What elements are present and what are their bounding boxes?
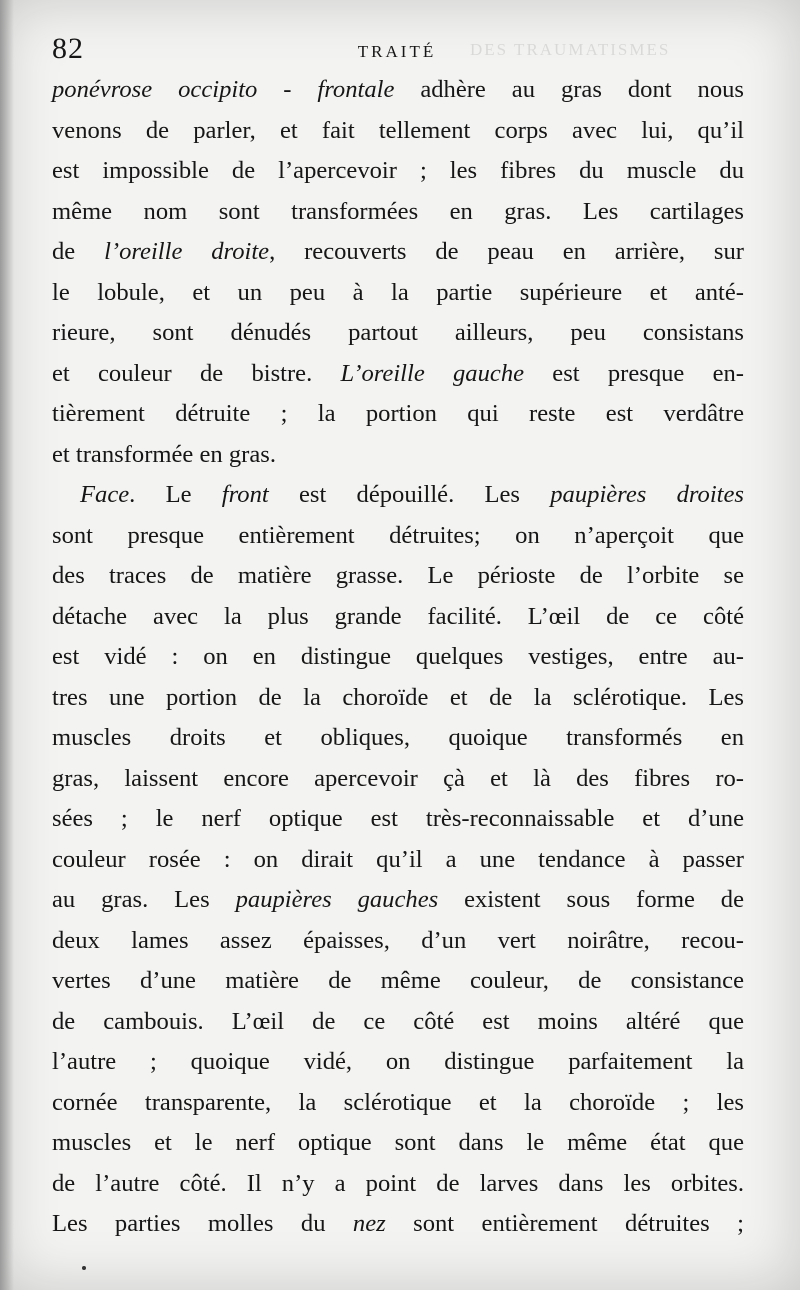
text-line: muscles droits et obliques, quoique transformés en (52, 724, 744, 751)
text-line: détache avec la plus grande facilité. L’œil de ce côté (52, 602, 744, 630)
text-line: venons de parler, et fait tellement corps avec lui, qu’il (52, 116, 744, 144)
body-text (52, 70, 744, 1245)
text-line: est vidé : on en distingue quelques vestiges, entre au- (52, 643, 744, 670)
text-line: cornée transparente, la sclérotique et la choroïde ; les (52, 1088, 744, 1116)
text-line: ponévrose occipito - frontale adhère au gras dont nous (52, 76, 744, 103)
show-through-text: DES TRAUMATISMES (470, 40, 671, 59)
text-line: deux lames assez épaisses, d’un vert noirâtre, recou- (52, 926, 744, 954)
text-line: est impossible de l’apercevoir ; les fibres du muscle du (52, 157, 744, 184)
text-line: des traces de matière grasse. Le périoste de l’orbite se (52, 562, 744, 589)
text-line: le lobule, et un peu à la partie supérieure et anté- (52, 278, 744, 306)
text-line: Face. Le front est dépouillé. Les paupières droites (80, 481, 744, 508)
running-title: TRAITÉ (357, 42, 437, 61)
text-line: vertes d’une matière de même couleur, de consistance (52, 967, 744, 994)
text-line: tièrement détruite ; la portion qui reste est verdâtre (52, 400, 744, 427)
text-line: Les parties molles du nez sont entièrement détruites ; (52, 1210, 744, 1237)
text-line: sées ; le nerf optique est très-reconnaissable et d’une (52, 805, 744, 832)
page-header (52, 32, 742, 72)
text-line: sont presque entièrement détruites; on n’aperçoit que (52, 521, 744, 549)
text-line: et transformée en gras. (52, 440, 276, 468)
ink-speck (82, 1266, 86, 1270)
page-number: 82 (52, 32, 84, 65)
text-line: et couleur de bistre. L’oreille gauche est presque en- (52, 359, 744, 387)
text-line: tres une portion de la choroïde et de la sclérotique. Les (52, 683, 744, 711)
text-line: l’autre ; quoique vidé, on distingue parfaitement la (52, 1048, 744, 1075)
text-line: de l’oreille droite, recouverts de peau en arrière, sur (52, 238, 744, 265)
text-line: gras, laissent encore apercevoir çà et là des fibres ro- (52, 764, 744, 792)
text-line: rieure, sont dénudés partout ailleurs, peu consistans (52, 319, 744, 346)
text-line: muscles et le nerf optique sont dans le même état que (52, 1129, 744, 1156)
text-line: couleur rosée : on dirait qu’il a une tendance à passer (52, 845, 744, 873)
text-line: au gras. Les paupières gauches existent sous forme de (52, 886, 745, 913)
text-line: de cambouis. L’œil de ce côté est moins altéré que (52, 1007, 744, 1035)
text-line: même nom sont transformées en gras. Les cartilages (52, 197, 744, 225)
text-line: de l’autre côté. Il n’y a point de larves dans les orbites. (52, 1169, 744, 1197)
